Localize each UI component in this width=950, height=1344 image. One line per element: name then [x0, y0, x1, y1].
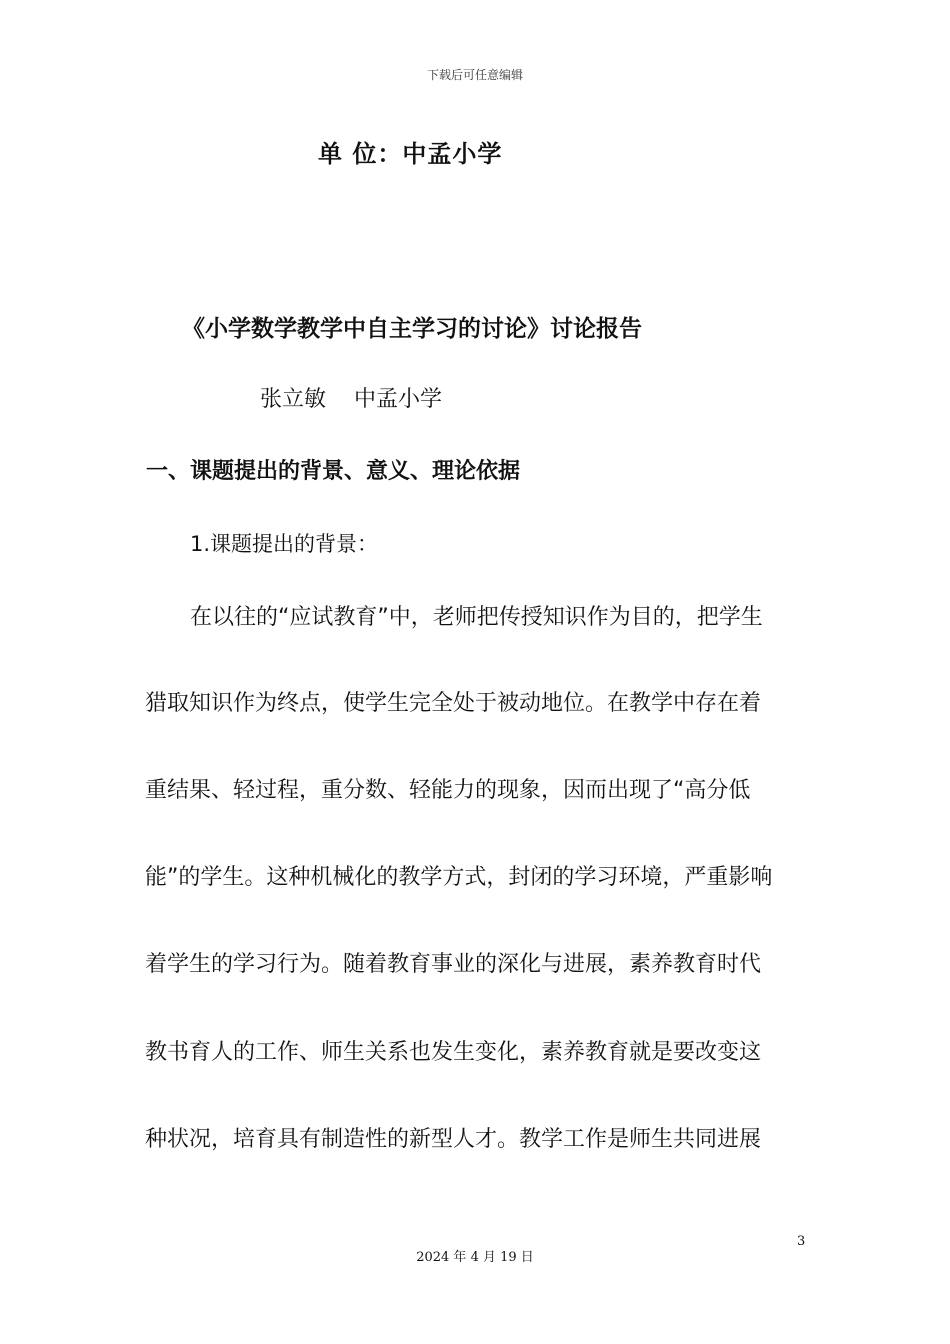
author-school: 中孟小学: [354, 387, 443, 412]
body-line: 种状况，培育具有制造性的新型人才。教学工作是师生共同进展: [145, 1127, 762, 1152]
body-line: 着学生的学习行为。随着教育事业的深化与进展，素养教育时代: [145, 952, 762, 977]
unit-line: 单 位：中孟小学: [318, 140, 503, 168]
page-number: 3: [797, 1234, 806, 1249]
body-line: 在以往的“应试教育”中，老师把传授知识作为目的，把学生: [190, 605, 763, 630]
report-title: 《小学数学教学中自主学习的讨论》讨论报告: [182, 316, 642, 342]
body-line: 猎取知识作为终点，使学生完全处于被动地位。在教学中存在着: [145, 691, 762, 716]
section-heading: 一、课题提出的背景、意义、理论依据: [146, 459, 521, 484]
subsection-heading: 1.课题提出的背景：: [190, 532, 379, 556]
body-line: 能”的学生。这种机械化的教学方式，封闭的学习环境，严重影响: [145, 865, 773, 890]
author-name: 张立敏: [260, 387, 327, 412]
body-line: 教书育人的工作、师生关系也发生变化，素养教育就是要改变这: [145, 1040, 762, 1065]
page-header-note: 下载后可任意编辑: [426, 68, 523, 82]
footer-date: 2024 年 4 月 19 日: [416, 1250, 534, 1265]
body-line: 重结果、轻过程，重分数、轻能力的现象，因而出现了“高分低: [145, 778, 751, 803]
author-line: [260, 382, 442, 413]
